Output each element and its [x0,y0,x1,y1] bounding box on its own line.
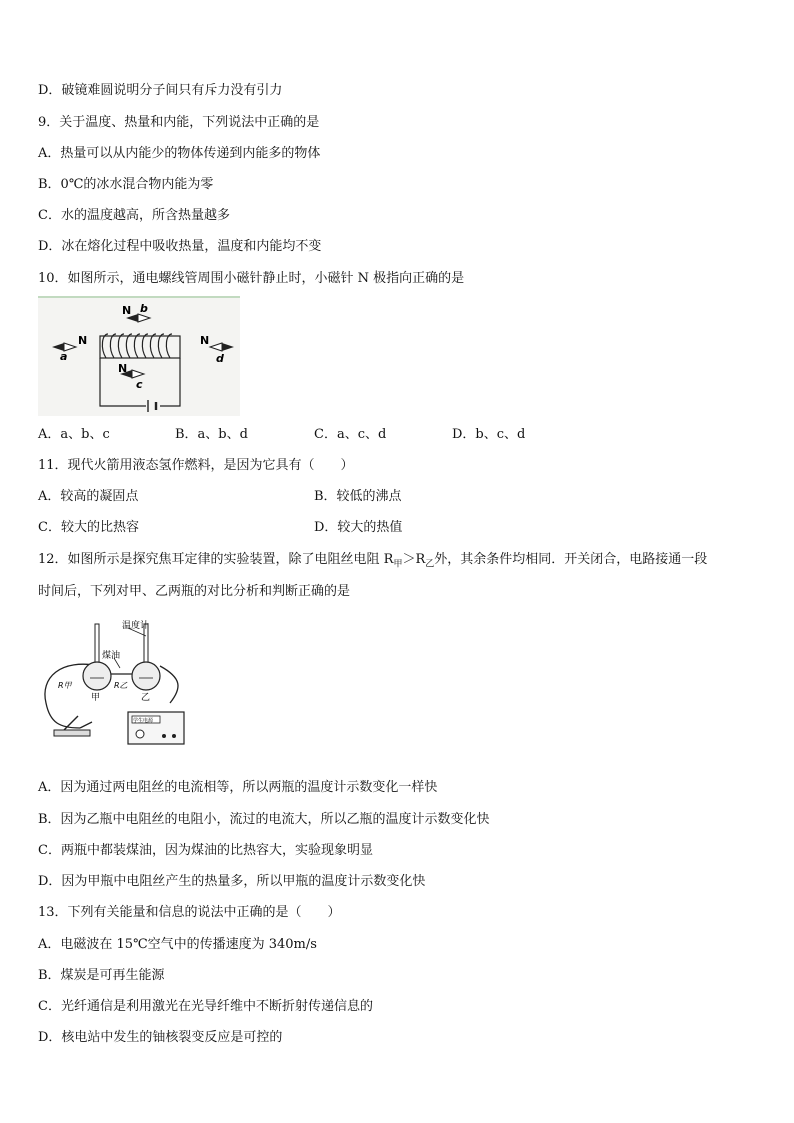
q13-option-a: A．电磁波在 15℃空气中的传播速度为 340m/s [38,937,317,952]
q12-option-c: C．两瓶中都装煤油，因为煤油的比热容大，实验现象明显 [38,843,373,858]
q10-option-d: D．b、c、d [452,427,526,442]
q10-fig-n-label-c: N [118,362,128,375]
q12-fig-jia: 甲 [91,693,101,703]
q9-option-b: B．0℃的冰水混合物内能为零 [38,177,214,192]
q12-fig-r-jia: R甲 [58,681,72,690]
q9-option-c: C．水的温度越高，所含热量越多 [38,208,230,223]
q12-gt: ＞R [402,552,426,567]
q10-fig-label-d: d [216,352,224,365]
q11-option-c: C．较大的比热容 [38,520,139,535]
q13-option-b: B．煤炭是可再生能源 [38,968,165,983]
q12-fig-kerosene-label: 煤油 [102,651,121,661]
q12-option-b: B．因为乙瓶中电阻丝的电阻小，流过的电流大，所以乙瓶的温度计示数变化快 [38,812,490,827]
q11-option-b: B．较低的沸点 [314,489,402,504]
q10-fig-label-a: a [60,350,68,363]
q13-option-c: C．光纤通信是利用激光在光导纤维中不断折射传递信息的 [38,999,373,1014]
q13-stem: 13．下列有关能量和信息的说法中正确的是（ ） [38,905,341,920]
q12-stem-part2: 外，其余条件均相同．开关闭合，电路接通一段 [434,552,708,567]
q9-option-d: D．冰在熔化过程中吸收热量，温度和内能均不变 [38,239,322,254]
q11-option-d: D．较大的热值 [314,520,403,535]
q10-stem: 10．如图所示，通电螺线管周围小磁针静止时，小磁针 N 极指向正确的是 [38,271,465,286]
q12-sub-jia: 甲 [393,559,403,570]
q12-stem-part1: 12．如图所示是探究焦耳定律的实验装置，除了电阻丝电阻 R [38,552,394,567]
q10-fig-n-label-b: N [122,304,132,317]
q10-fig-label-c: c [136,378,143,391]
q12-option-a: A．因为通过两电阻丝的电流相等，所以两瓶的温度计示数变化一样快 [38,780,438,795]
q12-sub-yi: 乙 [425,559,435,570]
q12-fig-power-supply: 学生电源 [133,718,154,724]
q13-option-d: D．核电站中发生的铀核裂变反应是可控的 [38,1030,283,1045]
q12-fig-r-yi: R乙 [114,681,128,690]
q11-option-a: A．较高的凝固点 [38,489,139,504]
q10-option-c: C．a、c、d [314,427,387,442]
q12-joule-figure [40,618,190,748]
q10-solenoid-figure [38,296,240,416]
q11-stem: 11．现代火箭用液态氢作燃料，是因为它具有（ ） [38,458,354,473]
q12-stem-line1 [38,551,707,574]
q12-fig-yi: 乙 [141,693,151,703]
q9-stem: 9．关于温度、热量和内能，下列说法中正确的是 [38,115,320,130]
q12-fig-thermometer-label: 温度计 [122,621,150,631]
q12-option-d: D．因为甲瓶中电阻丝产生的热量多，所以甲瓶的温度计示数变化快 [38,874,426,889]
q10-fig-label-b: b [140,302,148,315]
q10-fig-n-label-d: N [200,334,210,347]
q10-option-b: B．a、b、d [175,427,248,442]
q12-stem-line2: 时间后，下列对甲、乙两瓶的对比分析和判断正确的是 [38,584,351,599]
q10-fig-n-label-a: N [78,334,88,347]
q10-option-a: A．a、b、c [38,427,110,442]
q8-option-d: D．破镜难圆说明分子间只有斥力没有引力 [38,83,283,98]
q9-option-a: A．热量可以从内能少的物体传递到内能多的物体 [38,146,321,161]
